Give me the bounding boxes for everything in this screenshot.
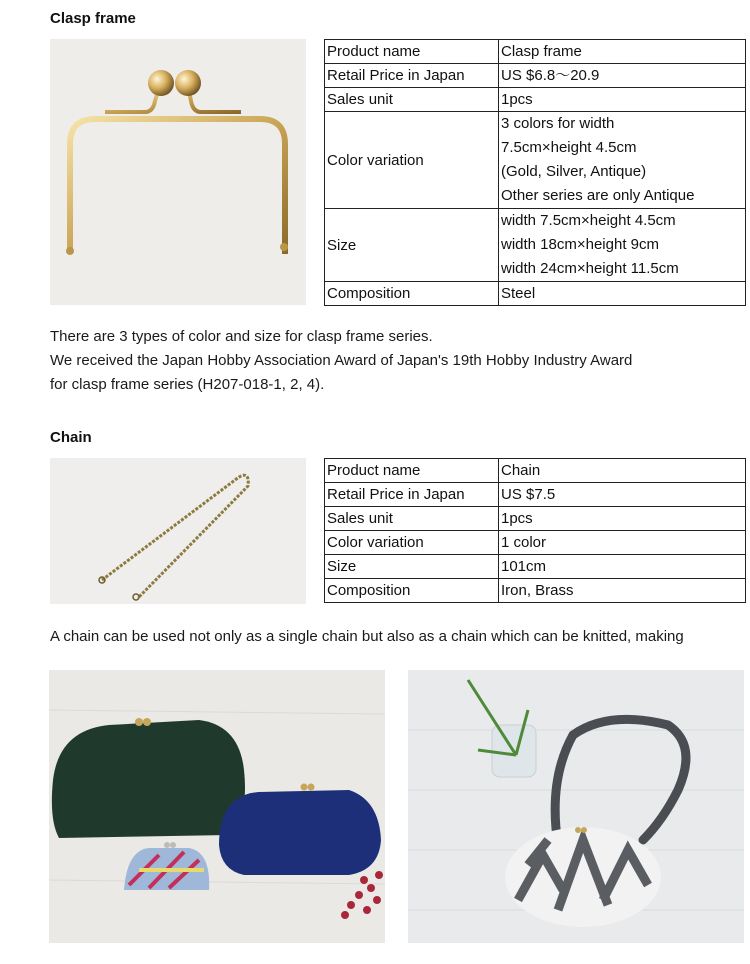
chevron-bag-icon bbox=[408, 670, 744, 943]
product-name-label: Product name bbox=[325, 40, 499, 64]
color-line: 7.5cm×height 4.5cm bbox=[501, 139, 637, 156]
description-line: There are 3 types of color and size for clasp frame series. bbox=[50, 328, 433, 345]
chain-spec-table bbox=[324, 458, 746, 603]
color-variation-label: Color variation bbox=[325, 112, 499, 209]
gallery-photo-knitted-purses bbox=[49, 670, 385, 943]
knitted-purses-icon bbox=[49, 670, 385, 943]
table-row bbox=[325, 88, 746, 112]
composition-label: Composition bbox=[325, 282, 499, 306]
size-value bbox=[499, 209, 746, 282]
clasp-frame-spec-table bbox=[324, 39, 746, 306]
clasp-frame-description bbox=[50, 325, 740, 397]
price-label: Retail Price in Japan bbox=[325, 64, 499, 88]
color-line: 3 colors for width bbox=[501, 115, 615, 132]
table-row bbox=[325, 507, 746, 531]
clasp-frame-image bbox=[50, 39, 306, 305]
sales-unit-value: 1pcs bbox=[499, 88, 746, 112]
color-line: Other series are only Antique bbox=[501, 187, 695, 204]
price-value: US $7.5 bbox=[499, 483, 746, 507]
chain-icon bbox=[50, 458, 306, 604]
chain-description: A chain can be used not only as a single chain but also as a chain which can be knitted, making bbox=[50, 628, 684, 645]
table-row bbox=[325, 459, 746, 483]
section-title-clasp-frame: Clasp frame bbox=[50, 10, 136, 27]
color-variation-label: Color variation bbox=[325, 531, 499, 555]
sales-unit-value: 1pcs bbox=[499, 507, 746, 531]
composition-label: Composition bbox=[325, 579, 499, 603]
table-row bbox=[325, 483, 746, 507]
size-line: width 7.5cm×height 4.5cm bbox=[501, 212, 676, 229]
color-line: (Gold, Silver, Antique) bbox=[501, 163, 647, 180]
gallery-photo-chevron-bag bbox=[408, 670, 744, 943]
table-row bbox=[325, 579, 746, 603]
table-row bbox=[325, 64, 746, 88]
table-row bbox=[325, 209, 746, 282]
size-line: width 18cm×height 9cm bbox=[501, 236, 659, 253]
table-row bbox=[325, 531, 746, 555]
sales-unit-label: Sales unit bbox=[325, 507, 499, 531]
product-name-label: Product name bbox=[325, 459, 499, 483]
size-value: 101cm bbox=[499, 555, 746, 579]
product-name-value: Chain bbox=[499, 459, 746, 483]
chain-image bbox=[50, 458, 306, 604]
table-row bbox=[325, 40, 746, 64]
description-line: We received the Japan Hobby Association Award of Japan's 19th Hobby Industry Award bbox=[50, 352, 633, 369]
size-label: Size bbox=[325, 555, 499, 579]
composition-value: Steel bbox=[499, 282, 746, 306]
table-row bbox=[325, 282, 746, 306]
color-variation-value bbox=[499, 112, 746, 209]
section-title-chain: Chain bbox=[50, 429, 92, 446]
table-row bbox=[325, 555, 746, 579]
product-name-value: Clasp frame bbox=[499, 40, 746, 64]
size-label: Size bbox=[325, 209, 499, 282]
sales-unit-label: Sales unit bbox=[325, 88, 499, 112]
size-line: width 24cm×height 11.5cm bbox=[501, 260, 679, 277]
price-value: US $6.8～20.9 bbox=[499, 64, 746, 88]
color-variation-value: 1 color bbox=[499, 531, 746, 555]
composition-value: Iron, Brass bbox=[499, 579, 746, 603]
description-line: for clasp frame series (H207-018-1, 2, 4). bbox=[50, 376, 325, 393]
clasp-frame-icon bbox=[50, 39, 306, 305]
table-row bbox=[325, 112, 746, 209]
price-label: Retail Price in Japan bbox=[325, 483, 499, 507]
